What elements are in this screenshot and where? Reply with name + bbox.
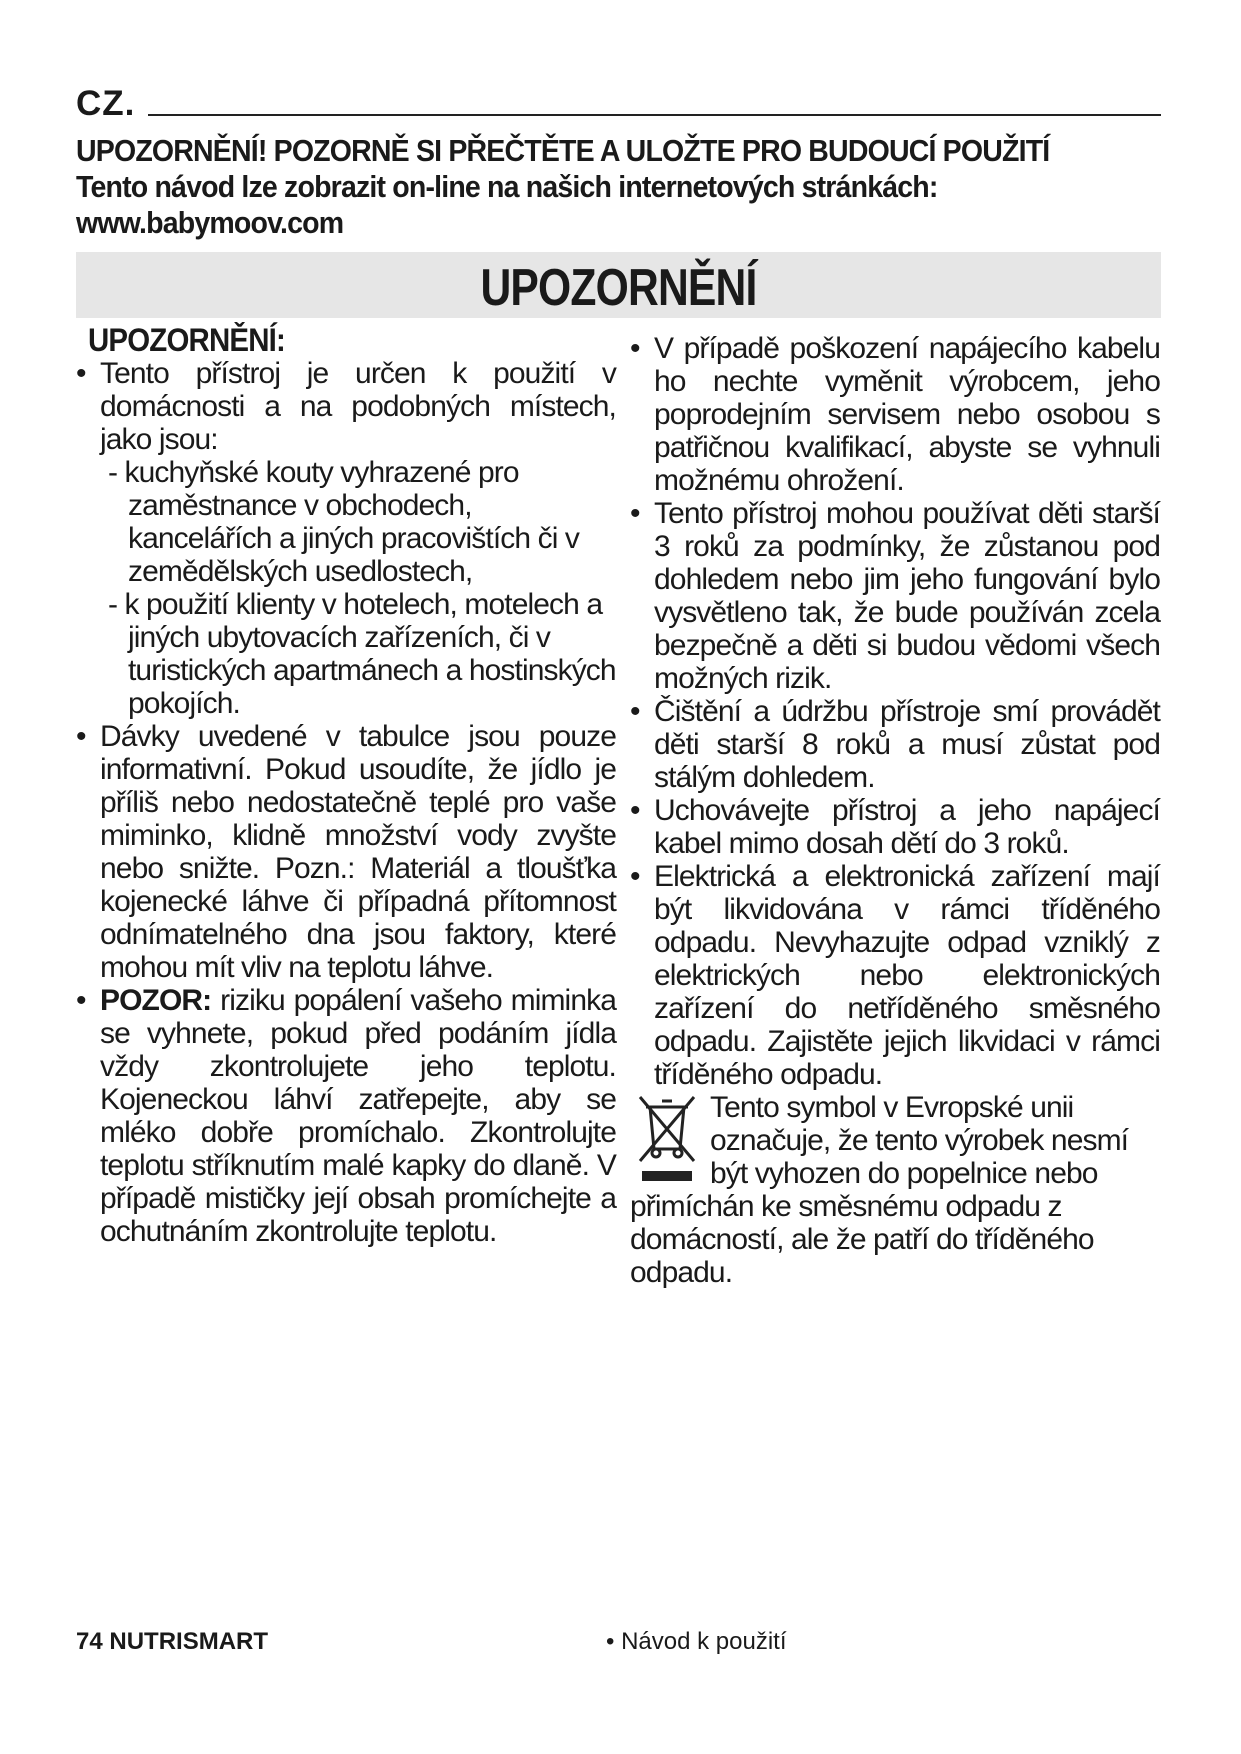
bullet-text: Dávky uvedené v tabulce jsou pouze informativní. Pokud usoudíte, že jídlo je příliš nebo nedostatečně teplé pro vaše miminko, klidně množství vody zvyšte nebo snižte. Pozn.: Materiál a tloušťka kojenecké láhve či případná přítomnost odnímatelného dna jsou faktory, které mohou mít vliv na teplotu láhve. [100,720,616,984]
warning-header: UPOZORNĚNÍ! POZORNĚ SI PŘEČTĚTE A ULOŽTE PRO BUDOUCÍ POUŽITÍ [76,133,1050,168]
bullet-power-cable [630,332,1160,497]
bullet-text: Tento přístroj mohou používat děti starší 3 roků za podmínky, že zůstanou pod dohledem nebo jim jeho fungování bylo vysvětleno tak, že bude používán zcela bezpečně a děti si budou vědomi všech možných rizik. [654,497,1160,695]
weee-text: Tento symbol v Evropské unii označuje, že tento výrobek nesmí být vyhozen do popelnice nebo přimíchán ke směsnému odpadu z domácností, ale že patří do tříděného odpadu. [630,1091,1129,1289]
bullet-text: Tento přístroj je určen k použití v domácnosti a na podobných místech, jako jsou: [100,357,616,456]
bullet-text: Elektrická a elektronická zařízení mají být likvidována v rámci tříděného odpadu. Nevyhazujte odpad vzniklý z elektrických nebo elektronických zařízení do netříděného směsného odpadu. Zajistěte jejich likvidaci v rámci tříděného odpadu. [654,860,1160,1091]
bullet-cleaning [630,695,1160,794]
section-title: UPOZORNĚNÍ [480,259,757,317]
crossed-out-wheelie-bin-icon [632,1091,702,1187]
section-banner [76,252,1161,318]
bullet-text: Čištění a údržbu přístroje smí provádět děti starší 8 roků a musí zůstat pod stálým dohledem. [654,695,1160,794]
heading-rule [148,114,1161,116]
website-url: www.babymoov.com [76,205,344,240]
bullet-burn-warning [76,984,616,1248]
footer-page-label: 74 NUTRISMART [76,1628,269,1655]
bullet-children-use [630,497,1160,695]
bullet-storage [630,794,1160,860]
left-column-title: UPOZORNĚNÍ: [88,322,285,358]
sub-item-hotels: - k použití klienty v hotelech, motelech a jiných ubytovacích zařízeních, či v turistických apartmánech a hostinských pokojích. [108,588,616,720]
bullet-text: riziku popálení vašeho miminka se vyhnete, pokud před podáním jídla vždy zkontrolujete jeho teplotu. Kojeneckou láhví zatřepejte, aby se mléko dobře promíchalo. Zkontrolujte teplotu stříknutím malé kapky do dlaně. V případě mističky její obsah promíchejte a ochutnáním zkontrolujte teplotu. [100,984,616,1248]
language-heading-row [76,84,1161,124]
bullet-text: Uchovávejte přístroj a jeho napájecí kabel mimo dosah dětí do 3 roků. [654,794,1160,860]
bullet-text: V případě poškození napájecího kabelu ho nechte vyměnit výrobcem, jeho poprodejním servisem nebo osobou s patřičnou kvalifikací, abyste se vyhnuli možnému ohrožení. [654,332,1160,497]
language-code: CZ. [76,84,136,123]
caution-label: POZOR: [100,984,212,1017]
right-column [630,332,1160,1289]
online-manual-note: Tento návod lze zobrazit on-line na našich internetových stránkách: [76,169,938,204]
bullet-intended-use [76,357,616,456]
footer-manual-label: • Návod k použití [606,1628,787,1655]
weee-notice [630,1091,1160,1289]
bullet-doses [76,720,616,984]
sub-item-staff-kitchens: - kuchyňské kouty vyhrazené pro zaměstnance v obchodech, kancelářích a jiných pracovištích či v zemědělských usedlostech, [108,456,580,588]
left-column [76,324,616,1248]
bullet-disposal [630,860,1160,1091]
